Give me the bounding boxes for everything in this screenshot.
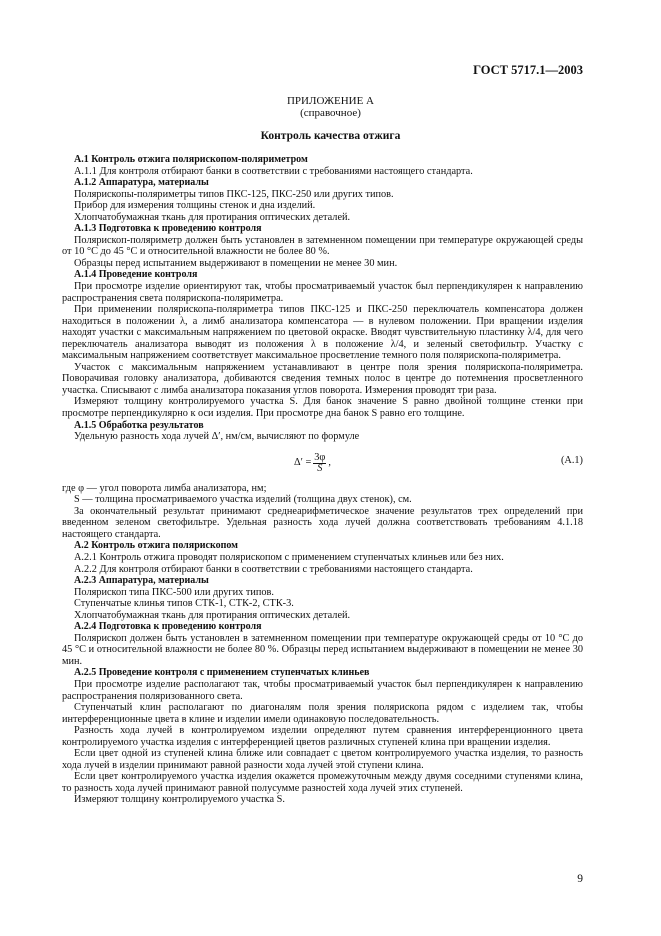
- paragraph: При просмотре изделие располагают так, чтобы просматриваемый участок был перпендикулярен к направлению распространения поляризованного света.: [62, 678, 583, 702]
- paragraph: Образцы перед испытанием выдерживают в помещении не менее 30 мин.: [74, 257, 398, 269]
- section-heading: А.2 Контроль отжига полярископом: [74, 540, 238, 552]
- paragraph: Полярископы-поляриметры типов ПКС-125, ПКС-250 или других типов.: [74, 188, 394, 200]
- paragraph: Полярископ типа ПКС-500 или других типов.: [74, 586, 274, 598]
- formula-a1: [62, 443, 583, 483]
- section-heading: А.1.4 Проведение контроля: [74, 269, 198, 281]
- paragraph: Полярископ-поляриметр должен быть установлен в затемненном помещении при температуре окружающей среды от 10 °С до 45 °С и относительной влажности не более 80 %.: [62, 234, 583, 258]
- page-number: 9: [577, 873, 583, 885]
- section-heading: А.2.5 Проведение контроля с применением ступенчатых клиньев: [74, 667, 370, 679]
- formula-numerator: 3φ: [314, 451, 326, 463]
- paragraph: Хлопчатобумажная ткань для протирания оптических деталей.: [74, 211, 351, 223]
- formula-tail: ,: [328, 457, 331, 469]
- document-body: [62, 154, 583, 806]
- paragraph: Измеряют толщину контролируемого участка S. Для банок значение S равно двойной толщине стенки при просмотре перпендикулярно к оси изделия. При просмотре дна банок S равно его толщине.: [62, 396, 583, 420]
- formula-fraction: [313, 453, 326, 474]
- formula-denominator: S: [317, 462, 323, 474]
- paragraph: Прибор для измерения толщины стенок и дна изделий.: [74, 200, 316, 212]
- paragraph: За окончательный результат принимают среднеарифметическое значение результатов трех определений при введенном зеленом светофильтре. Удельная разность хода лучей должна соответствовать требованиям 4.1.18 настоящего стандарта.: [62, 505, 583, 540]
- paragraph: При просмотре изделие ориентируют так, чтобы просматриваемый участок был перпендикулярен к направлению распространения света полярископа-поляриметра.: [62, 281, 583, 304]
- section-heading: А.1.2 Аппаратура, материалы: [74, 177, 209, 189]
- paragraph: А.2.1 Контроль отжига проводят полярископом с применением ступенчатых клиньев или без них.: [74, 551, 504, 563]
- paragraph: Если цвет контролируемого участка изделия окажется промежуточным между двумя соседними ступенями клина, то разность хода лучей принимают равной полусумме разностей хода лучей этих ступеней.: [62, 771, 583, 794]
- formula-lhs: Δ′ =: [294, 457, 312, 469]
- formula-number: (А.1): [560, 454, 583, 466]
- paragraph: Удельную разность хода лучей Δ′, нм/см, вычисляют по формуле: [74, 431, 360, 443]
- paragraph: Если цвет одной из ступеней клина ближе или совпадает с цветом контролируемого участка изделия, то разность хода лучей в изделии принимают равной разности хода лучей этой ступени клина.: [62, 748, 583, 771]
- paragraph: Ступенчатые клинья типов СТК-1, СТК-2, СТК-3.: [74, 598, 294, 610]
- paragraph: Хлопчатобумажная ткань для протирания оптических деталей.: [74, 609, 351, 621]
- paragraph: где φ — угол поворота лимба анализатора, нм;: [62, 482, 267, 494]
- paragraph: Участок с максимальным напряжением устанавливают в центре поля зрения полярископа-поляриметра. Поворачивая головку анализатора, добиваются сведения темных полос в центре до потемнения просветленного участка. Списывают с лимба анализатора показания углов поворота. Измерения проводят три раза.: [62, 361, 583, 396]
- section-heading: А.2.3 Аппаратура, материалы: [74, 575, 209, 587]
- paragraph: Ступенчатый клин располагают по диагоналям поля зрения полярископа рядом с изделием так, чтобы интерференционные цвета в клине и изделии имели одинаковую последовательность.: [62, 702, 583, 725]
- section-a2: [62, 483, 583, 806]
- paragraph: А.2.2 Для контроля отбирают банки в соответствии с требованиями настоящего стандарта.: [74, 563, 473, 575]
- section-heading: А.1.3 Подготовка к проведению контроля: [74, 223, 262, 235]
- paragraph: S — толщина просматриваемого участка изделий (толщина двух стенок), см.: [74, 494, 412, 506]
- appendix-subtitle: (справочное): [300, 107, 361, 119]
- paragraph: При применении полярископа-поляриметра типов ПКС-125 и ПКС-250 переключатель компенсатора должен находиться в положении λ, а лимб анализатора компенсатора — в нулевом положении. При вращении изделия находят участки с максимальным напряжением по цветовой окраске. Вводят чувствительную пластинку λ/4, для чего переключатель анализатора выводят из положения λ в положение λ/4, и зеленый светофильтр. Участку с максимальным напряжением соответствует максимальное просветление темного поля полярископа-поляриметра.: [62, 304, 583, 362]
- section-heading: А.1 Контроль отжига полярископом-поляриметром: [74, 154, 308, 165]
- section-a1: [62, 154, 583, 443]
- paragraph: Измеряют толщину контролируемого участка S.: [74, 794, 285, 806]
- appendix-heading: Контроль качества отжига: [260, 130, 401, 142]
- section-heading: А.2.4 Подготовка к проведению контроля: [74, 621, 262, 633]
- paragraph: А.1.1 Для контроля отбирают банки в соответствии с требованиями настоящего стандарта.: [74, 165, 473, 177]
- section-heading: А.1.5 Обработка результатов: [74, 419, 204, 431]
- paragraph: Полярископ должен быть установлен в затемненном помещении при температуре окружающей среды от 10 °С до 45 °С и относительной влажности не более 80 %. Образцы перед испытанием выдерживают в помещении не менее 30 мин.: [62, 632, 583, 667]
- appendix-title: ПРИЛОЖЕНИЕ А: [286, 95, 374, 107]
- paragraph: Разность хода лучей в контролируемом изделии определяют путем сравнения интерференционного цвета контролируемого участка изделия с интерференцией цветов различных ступеней клина при вращении изделия.: [62, 725, 583, 748]
- standard-number: ГОСТ 5717.1—2003: [473, 63, 583, 77]
